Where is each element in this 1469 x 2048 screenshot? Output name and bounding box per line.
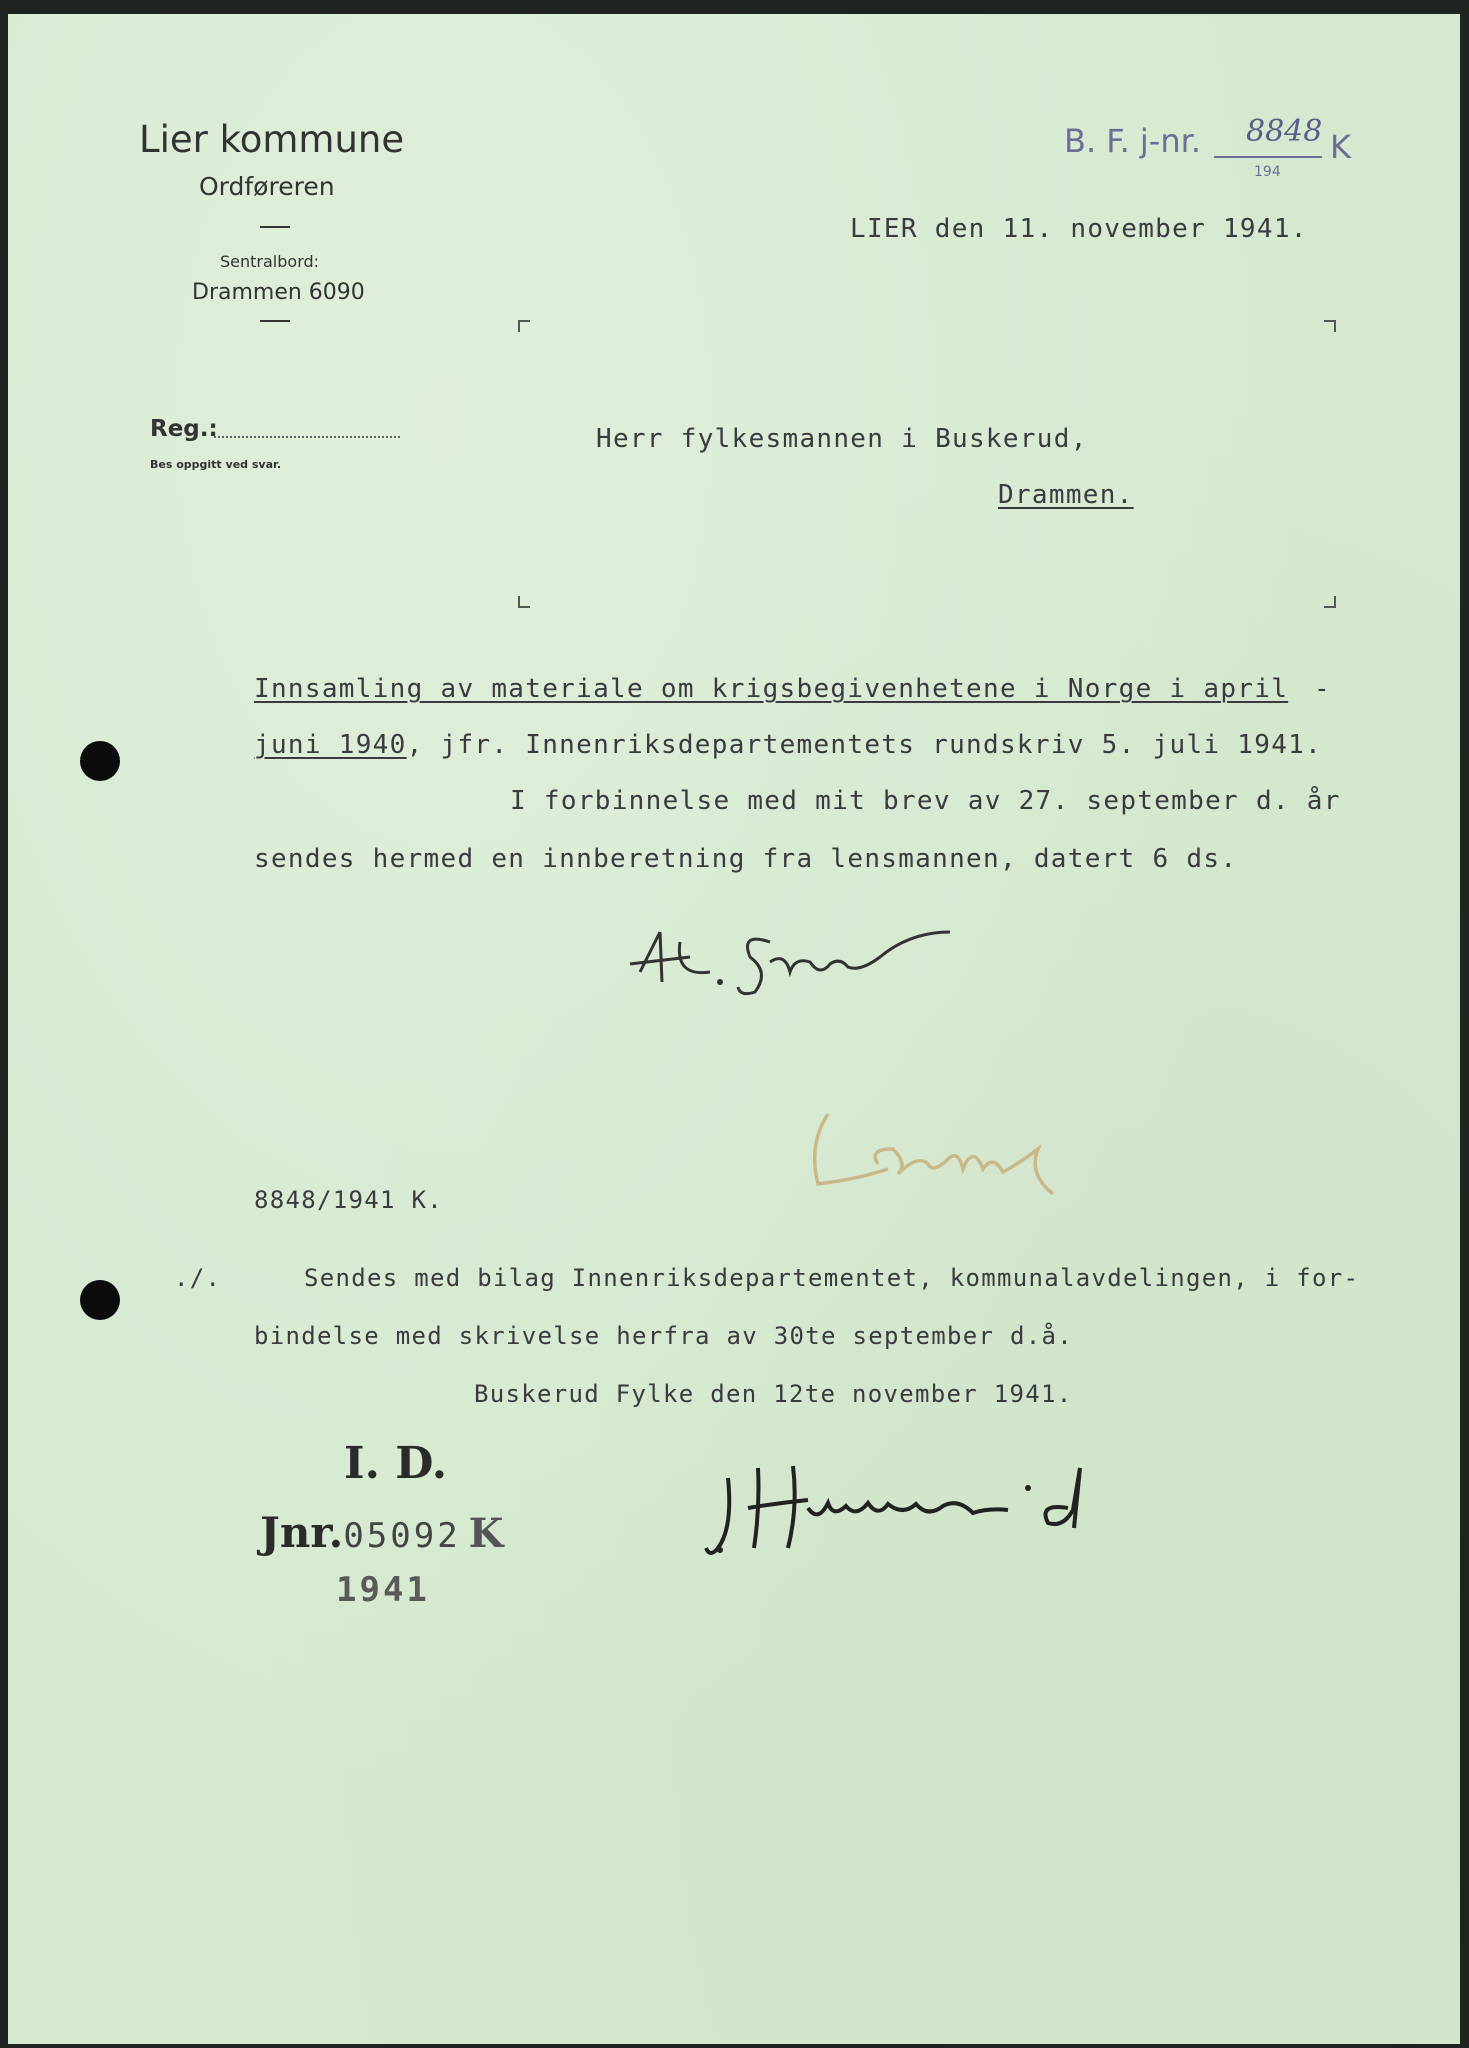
punch-hole — [80, 741, 120, 781]
date-line: LIER den 11. november 1941. — [850, 214, 1308, 244]
recipient-line2: Drammen. — [998, 480, 1134, 510]
id-stamp-jnr-label: Jnr. — [260, 1508, 344, 1557]
subject-line2 — [254, 730, 1322, 760]
forwarding-date-line: Buskerud Fylke den 12te november 1941. — [474, 1380, 1073, 1408]
journal-stamp-suffix: K — [1330, 128, 1351, 166]
organization-name: Lier kommune — [139, 118, 405, 161]
subject-line1: Innsamling av materiale om krigsbegivenhetene i Norge i april — [254, 674, 1289, 704]
journal-number-underline — [1214, 156, 1322, 158]
forwarding-reference: 8848/1941 K. — [254, 1186, 443, 1214]
letterhead-divider — [260, 226, 290, 228]
subject-line1-dash: - — [1314, 674, 1331, 704]
forwarding-line2: bindelse med skrivelse herfra av 30te september d.å. — [254, 1322, 1073, 1350]
address-window-corner — [1324, 596, 1336, 608]
id-stamp-number: 05092 — [343, 1516, 461, 1556]
address-window-corner — [518, 320, 530, 332]
switchboard-label: Sentralbord: — [220, 252, 320, 271]
body-line2: sendes hermed en innberetning fra lensmannen, datert 6 ds. — [254, 844, 1238, 874]
reg-dotted-line — [214, 436, 400, 438]
document-page — [8, 14, 1460, 2044]
switchboard-number: Drammen 6090 — [192, 280, 365, 305]
subject-reference: , jfr. Innenriksdepartementets rundskriv 5. juli 1941. — [406, 730, 1323, 760]
reg-label: Reg.: — [150, 416, 218, 442]
journal-number: 8848 — [1246, 114, 1323, 149]
punch-hole — [80, 1280, 120, 1320]
enclosure-marker: ./. — [174, 1264, 222, 1292]
journal-stamp — [1064, 122, 1201, 160]
address-window-corner — [518, 596, 530, 608]
id-stamp-suffix: K — [468, 1510, 504, 1557]
body-line1: I forbinnelse med mit brev av 27. september d. år — [510, 786, 1341, 816]
journal-stamp-prefix: B. F. j-nr. — [1064, 122, 1202, 160]
id-stamp-journal — [260, 1508, 503, 1557]
county-governor-signature — [688, 1448, 1178, 1578]
pencil-annotation — [798, 1094, 1068, 1224]
recipient-line1: Herr fylkesmannen i Buskerud, — [596, 424, 1088, 454]
reg-note: Bes oppgitt ved svar. — [150, 458, 282, 471]
id-stamp-heading: I. D. — [344, 1438, 448, 1489]
letterhead-divider — [260, 320, 290, 322]
office-name: Ordføreren — [199, 172, 335, 201]
journal-stamp-year: 194 — [1254, 164, 1281, 180]
address-window-corner — [1324, 320, 1336, 332]
subject-date-range: juni 1940 — [254, 730, 407, 760]
id-stamp-year: 1941 — [336, 1570, 430, 1610]
forwarding-line1: Sendes med bilag Innenriksdepartementet, kommunalavdelingen, i for- — [304, 1264, 1360, 1292]
mayor-signature — [620, 902, 970, 1012]
